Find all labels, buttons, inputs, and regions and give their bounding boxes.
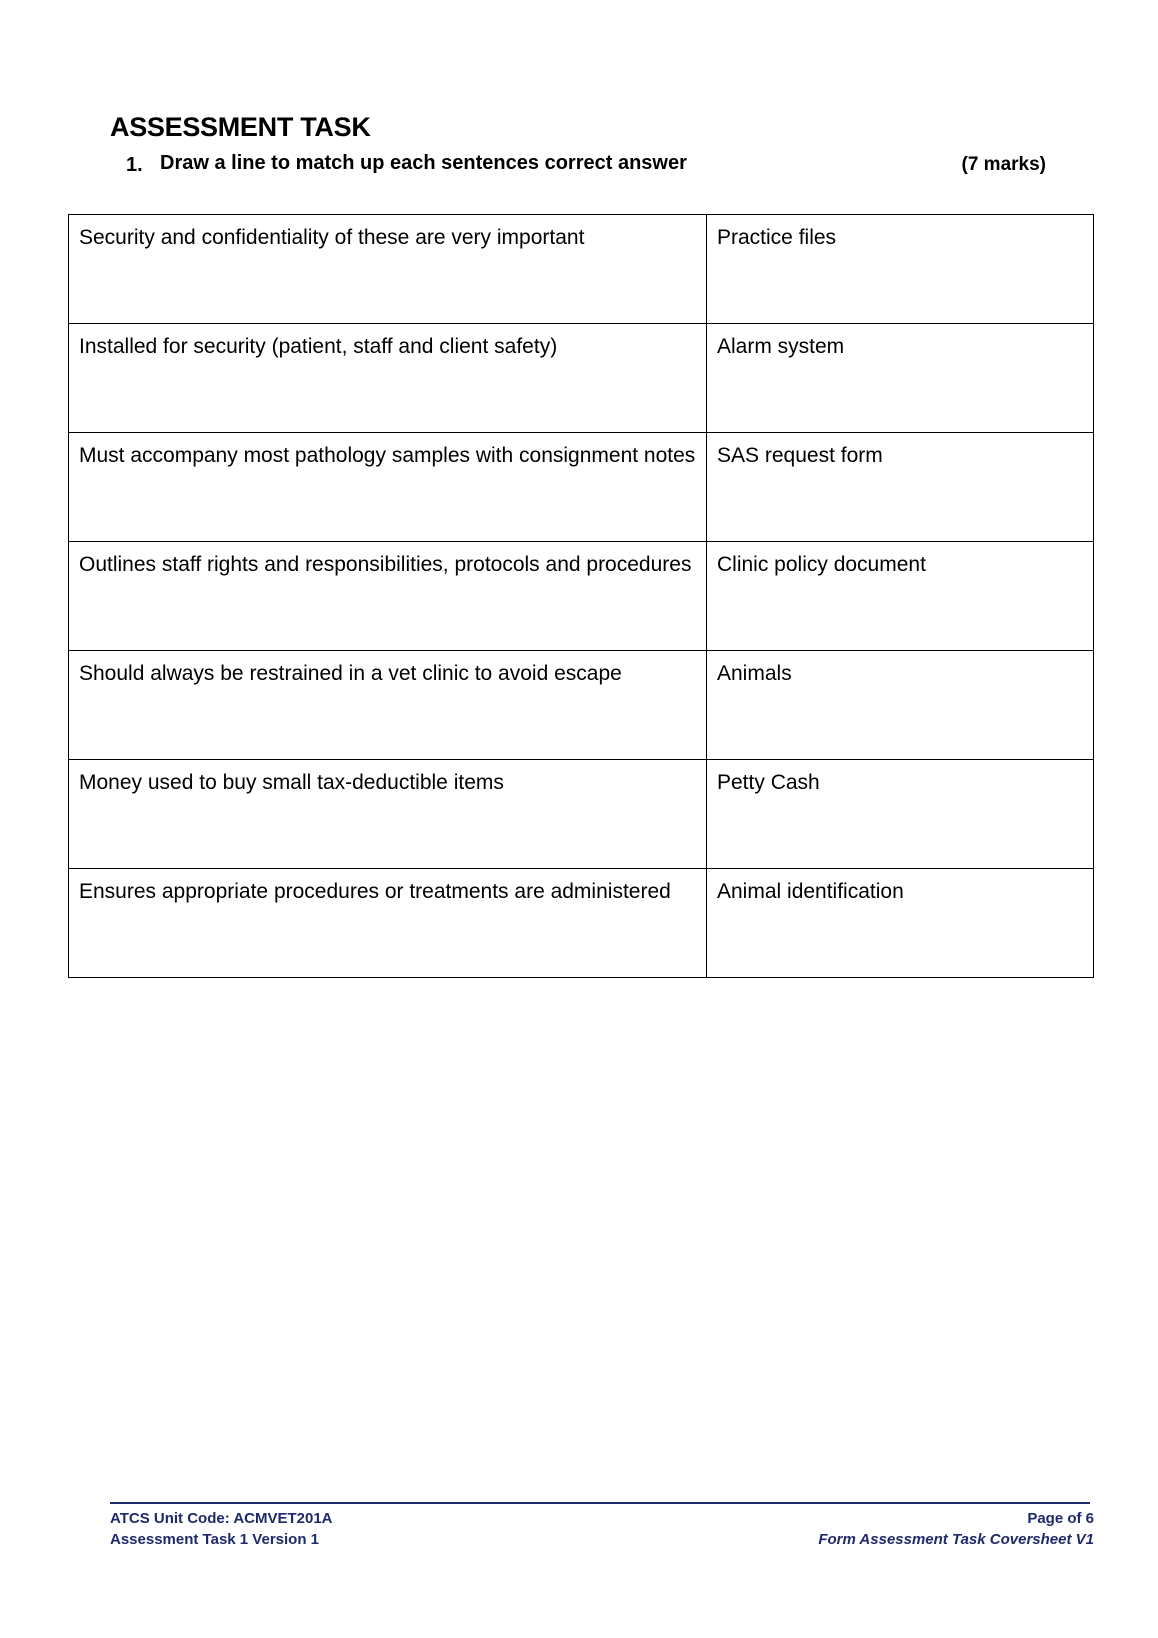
- footer-right: [818, 1508, 1094, 1550]
- table-row: [69, 542, 1094, 651]
- answer-cell: Clinic policy document: [707, 542, 1094, 651]
- statement-cell: Outlines staff rights and responsibilities, protocols and procedures: [69, 542, 707, 651]
- question-header: [126, 152, 1046, 182]
- answer-cell: Practice files: [707, 215, 1094, 324]
- table-row: [69, 869, 1094, 978]
- statement-cell: Money used to buy small tax-deductible items: [69, 760, 707, 869]
- statement-cell: Ensures appropriate procedures or treatments are administered: [69, 869, 707, 978]
- answer-cell: Animals: [707, 651, 1094, 760]
- question-text: Draw a line to match up each sentences correct answer: [160, 152, 687, 174]
- table-row: [69, 651, 1094, 760]
- statement-cell: Must accompany most pathology samples with consignment notes: [69, 433, 707, 542]
- answer-cell: Petty Cash: [707, 760, 1094, 869]
- footer-task-version: Assessment Task 1 Version 1: [110, 1531, 320, 1548]
- matching-table: [68, 214, 1094, 978]
- table-row: [69, 760, 1094, 869]
- footer-page-number: Page of 6: [1027, 1510, 1094, 1527]
- statement-cell: Should always be restrained in a vet clinic to avoid escape: [69, 651, 707, 760]
- answer-cell: Animal identification: [707, 869, 1094, 978]
- footer-unit-code: ATCS Unit Code: ACMVET201A: [110, 1510, 333, 1527]
- answer-cell: SAS request form: [707, 433, 1094, 542]
- statement-cell: Security and confidentiality of these are very important: [69, 215, 707, 324]
- answer-cell: Alarm system: [707, 324, 1094, 433]
- footer-left: [110, 1508, 333, 1550]
- page-title: ASSESSMENT TASK: [110, 112, 371, 142]
- table-row: [69, 433, 1094, 542]
- footer-divider: [110, 1502, 1090, 1504]
- question-number: 1.: [126, 154, 143, 176]
- statement-cell: Installed for security (patient, staff and client safety): [69, 324, 707, 433]
- table-row: [69, 215, 1094, 324]
- question-marks: (7 marks): [961, 154, 1046, 175]
- table-row: [69, 324, 1094, 433]
- footer-form-name: Form Assessment Task Coversheet V1: [818, 1531, 1094, 1548]
